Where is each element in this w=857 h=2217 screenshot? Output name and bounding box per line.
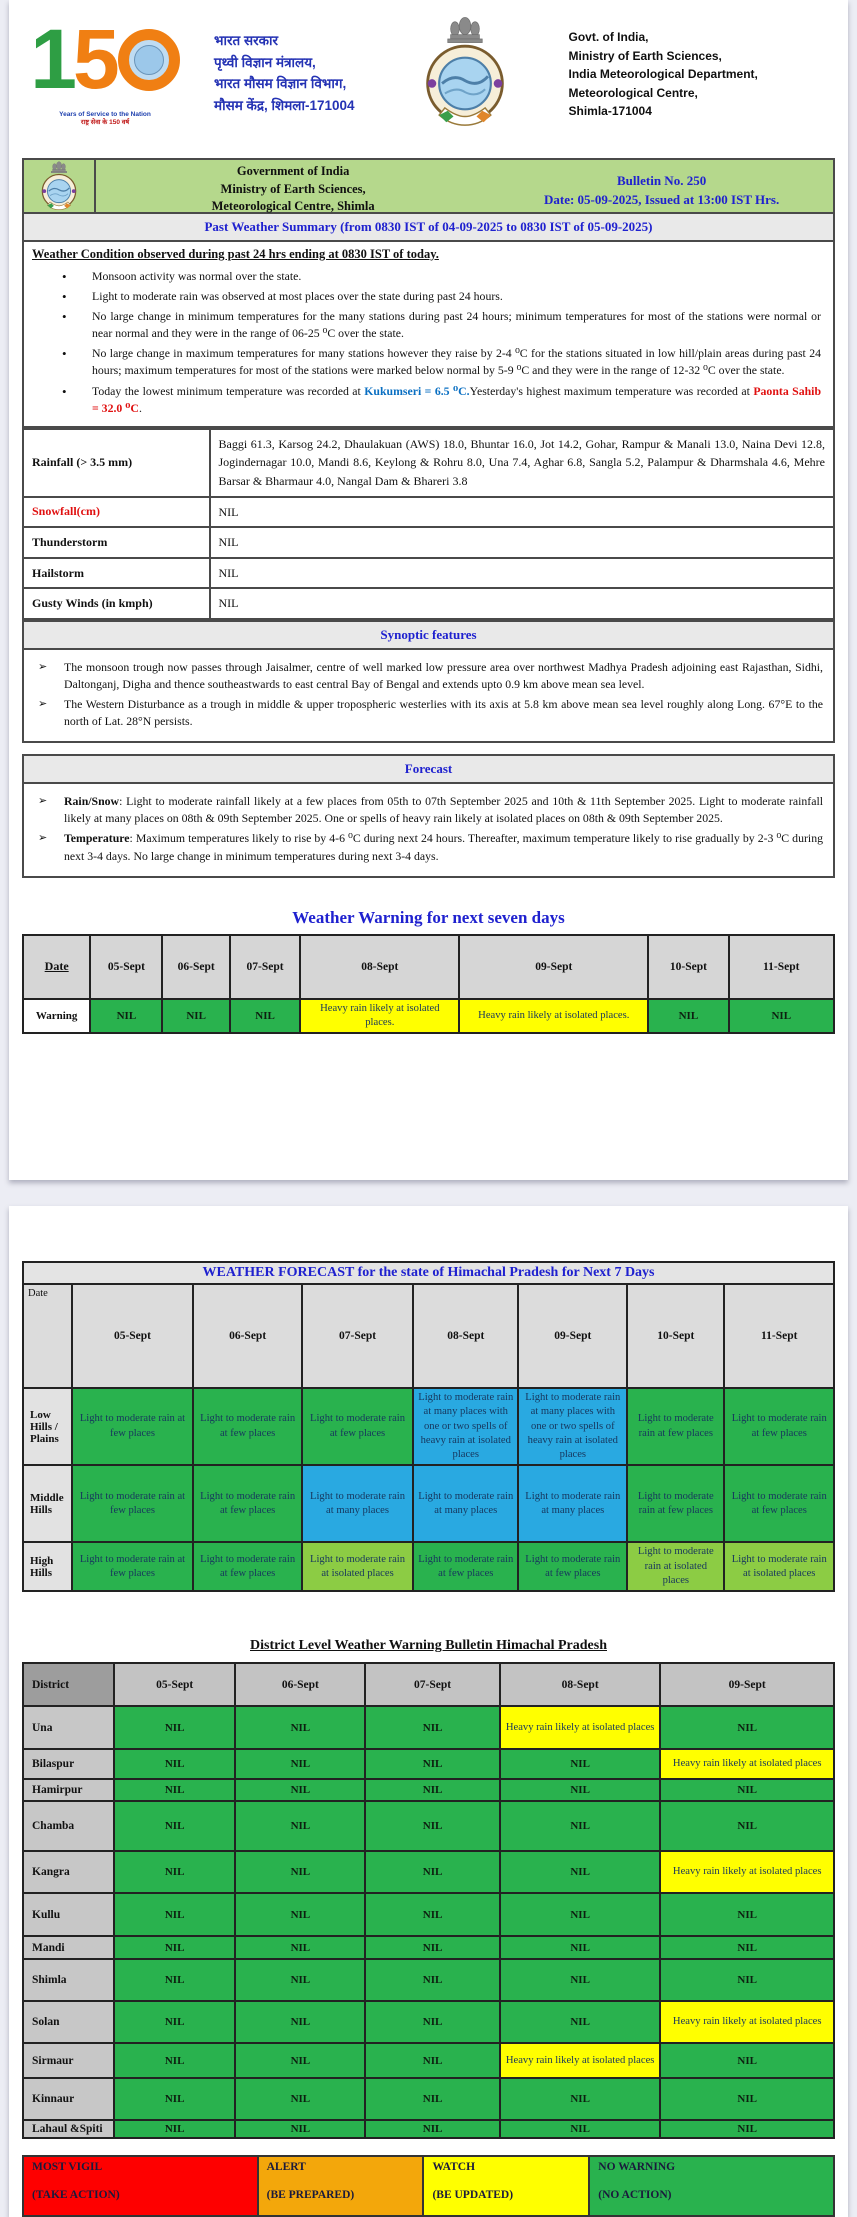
address-line: Govt. of India,: [568, 30, 649, 44]
column-header: 11-Sept: [724, 1284, 834, 1388]
weather-condition-list: [32, 268, 825, 417]
condition-bullet: • No large change in minimum temperatures for the many stations during past 24 hours; minimum temperatures for most of the stations were normal or near normal and they were in the range of 06-25 ⁰C over the state.: [88, 308, 821, 342]
column-header: 07-Sept: [365, 1663, 500, 1706]
observation-value: NIL: [210, 497, 834, 528]
warning-cell: Light to moderate rain at many places with one or two spells of heavy rain at isolated places: [413, 1388, 518, 1465]
issuer-line: Government of India: [236, 164, 350, 178]
table-row: [23, 2120, 834, 2138]
warning-cell: NIL: [235, 1706, 365, 1749]
arrow-bullet: [38, 793, 823, 827]
warning-cell: NIL: [500, 1801, 661, 1851]
bulletin-issuer: [96, 160, 490, 212]
table-row: [23, 1936, 834, 1959]
warning-cell: NIL: [660, 2120, 834, 2138]
warning-cell: NIL: [365, 2120, 500, 2138]
warning-cell: Light to moderate rain at many places: [302, 1465, 413, 1542]
address-line: Ministry of Earth Sciences,: [568, 48, 722, 63]
row-label: Shimla: [23, 1959, 114, 2001]
imd-logo-small: [24, 160, 96, 212]
warning-cell: Light to moderate rain at isolated places: [302, 1542, 413, 1591]
warning-cell: Light to moderate rain at many places: [413, 1465, 518, 1542]
column-header: 11-Sept: [729, 935, 834, 999]
warning-cell: NIL: [114, 2120, 236, 2138]
column-header: 09-Sept: [459, 935, 648, 999]
warning-cell: NIL: [365, 1706, 500, 1749]
bulletin-date: Date: 05-09-2025, Issued at 13:00 IST Hrs.: [543, 191, 780, 207]
data-grid: [22, 1261, 835, 1592]
legend-item: [424, 2157, 590, 2215]
forecast-box: [22, 784, 835, 877]
warning-cell: NIL: [365, 1959, 500, 2001]
warning-cell: Light to moderate rain at few places: [627, 1388, 724, 1465]
warning-cell: NIL: [114, 1893, 236, 1936]
issuer-line: Meteorological Centre, Shimla: [211, 199, 375, 213]
legend-subtitle: (TAKE ACTION): [32, 2189, 120, 2202]
row-label: Bilaspur: [23, 1749, 114, 1779]
warning-cell: NIL: [365, 1749, 500, 1779]
row-label: Solan: [23, 2001, 114, 2043]
warning-cell: NIL: [660, 1779, 834, 1801]
warning-cell: NIL: [660, 1959, 834, 2001]
synoptic-features-box: [22, 650, 835, 743]
warning-cell: Heavy rain likely at isolated places: [500, 2043, 661, 2078]
legend-title: MOST VIGIL: [32, 2161, 103, 2174]
synoptic-features-bar: Synoptic features: [22, 620, 835, 650]
warning-cell: Light to moderate rain at few places: [413, 1542, 518, 1591]
legend-item: [590, 2157, 833, 2215]
masthead: [22, 10, 835, 158]
warning-cell: NIL: [235, 2078, 365, 2120]
arrow-icon: ➢: [38, 795, 48, 808]
table-row: [23, 429, 834, 497]
column-header: 07-Sept: [230, 935, 301, 999]
warning-cell: Heavy rain likely at isolated places.: [300, 999, 459, 1034]
row-label: Middle Hills: [23, 1465, 72, 1542]
text-span: Today the lowest minimum temperature was recorded at: [92, 383, 365, 398]
warning-cell: NIL: [114, 1851, 236, 1893]
warning-cell: NIL: [660, 1706, 834, 1749]
header-row: [23, 935, 834, 999]
logo-digit: 5: [73, 12, 116, 107]
bulletin-page-2: [9, 1206, 848, 2217]
logo-caption-hindi: राष्ट्र सेवा के 150 वर्ष: [80, 119, 130, 127]
column-header: 06-Sept: [235, 1663, 365, 1706]
warning-cell: NIL: [114, 1749, 236, 1779]
bulletin-page-1: [9, 0, 848, 1180]
hindi-line: पृथ्वी विज्ञान मंत्रालय,: [214, 54, 316, 70]
column-header: District: [23, 1663, 114, 1706]
warning-cell: NIL: [500, 1779, 661, 1801]
warning-cell: NIL: [235, 2043, 365, 2078]
warning-cell: Heavy rain likely at isolated places.: [459, 999, 648, 1034]
warning-cell: NIL: [660, 2078, 834, 2120]
hindi-line: मौसम केंद्र, शिमला-171004: [214, 97, 355, 113]
arrow-bullet: [38, 659, 823, 693]
warning-cell: Light to moderate rain at few places: [518, 1542, 627, 1591]
warning-cell: Light to moderate rain at few places: [193, 1388, 302, 1465]
text-span: Yesterday's highest maximum temperature was recorded at: [469, 383, 754, 398]
past-weather-summary-bar: Past Weather Summary (from 0830 IST of 04-09-2025 to 0830 IST of 05-09-2025): [22, 214, 835, 242]
arrow-icon: ➢: [38, 698, 48, 711]
observations-table: [22, 428, 835, 620]
row-label: High Hills: [23, 1542, 72, 1591]
warning-cell: NIL: [660, 1801, 834, 1851]
warning-cell: NIL: [500, 2078, 661, 2120]
column-header: Date: [23, 1284, 72, 1388]
warning-cell: NIL: [235, 1959, 365, 2001]
observation-label: Hailstorm: [23, 558, 210, 589]
warning-cell: NIL: [500, 1959, 661, 2001]
table-row: [23, 1779, 834, 1801]
page-separator: [0, 1180, 857, 1206]
arrow-bullet: [38, 830, 823, 864]
column-header: 08-Sept: [300, 935, 459, 999]
table-row: [23, 2078, 834, 2120]
data-grid: [22, 934, 835, 1035]
table-row: [23, 1388, 834, 1465]
row-label: Kangra: [23, 1851, 114, 1893]
ministry-address-hindi: [214, 30, 355, 116]
warning-cell: NIL: [365, 2043, 500, 2078]
warning-cell: NIL: [235, 1893, 365, 1936]
highest-max-temp: Paonta Sahib = 32.0 ⁰C: [92, 383, 821, 415]
warning-cell: NIL: [235, 1779, 365, 1801]
header-row: [23, 1663, 834, 1706]
condition-bullet: • No large change in maximum temperatures for many stations however they raise by 2-4 ⁰C for the stations situated in low hill/plain areas during past 24 hours; maximum temperatures for most of the stations were marked below normal by 5-9 ⁰C and they were in the range of 12-32 ⁰C over the state.: [88, 345, 821, 379]
district-table-title: District Level Weather Warning Bulletin Himachal Pradesh: [250, 1638, 607, 1654]
condition-bullet: • Monsoon activity was normal over the state.: [88, 268, 821, 285]
column-header: 10-Sept: [627, 1284, 724, 1388]
column-header: 08-Sept: [413, 1284, 518, 1388]
table-row: [23, 1749, 834, 1779]
row-label: Hamirpur: [23, 1779, 114, 1801]
legend-subtitle: (BE UPDATED): [432, 2189, 514, 2202]
observation-value: Baggi 61.3, Karsog 24.2, Dhaulakuan (AWS) 18.0, Bhuntar 16.0, Jot 14.2, Gohar, Rampur & Manali 13.0, Naina Devi 12.8, Jogindernagar 10.0, Mandi 8.6, Keylong & Rohru 8.0, Una 7.4, Aghar 6.8, Sangla 5.2, Palampur & Dharmshala 4.6, Mehre Barsar & Bharmaur 4.0, Nangal Dam & Bhareri 3.8: [210, 429, 834, 497]
warning-cell: NIL: [648, 999, 728, 1034]
warning-cell: NIL: [235, 2120, 365, 2138]
warning-cell: NIL: [365, 2078, 500, 2120]
column-header: 06-Sept: [162, 935, 229, 999]
warning-cell: NIL: [365, 1851, 500, 1893]
district-warning-table: [22, 1662, 835, 2139]
row-label: Low Hills / Plains: [23, 1388, 72, 1465]
warning-cell: Light to moderate rain at isolated places: [627, 1542, 724, 1591]
warning-cell: Light to moderate rain at few places: [193, 1542, 302, 1591]
warning-cell: NIL: [114, 2043, 236, 2078]
arrow-icon: ➢: [38, 660, 48, 673]
warning-cell: NIL: [90, 999, 162, 1034]
table-row: [23, 1801, 834, 1851]
column-header: 05-Sept: [90, 935, 162, 999]
legend-subtitle: (NO ACTION): [598, 2189, 672, 2202]
warning-cell: NIL: [729, 999, 834, 1034]
column-header: 05-Sept: [72, 1284, 194, 1388]
row-label: Mandi: [23, 1936, 114, 1959]
weather-condition-title: Weather Condition observed during past 24 hrs ending at 0830 IST of today.: [32, 247, 439, 261]
warning-cell: NIL: [500, 2001, 661, 2043]
table-row: [23, 1893, 834, 1936]
observation-label: Snowfall(cm): [23, 497, 210, 528]
warning-cell: NIL: [500, 1936, 661, 1959]
row-label: Una: [23, 1706, 114, 1749]
warning-cell: NIL: [114, 1706, 236, 1749]
row-label: Lahaul &Spiti: [23, 2120, 114, 2138]
warning-cell: NIL: [500, 2120, 661, 2138]
table-row: [23, 1706, 834, 1749]
column-header: 05-Sept: [114, 1663, 236, 1706]
warning-cell: NIL: [114, 1801, 236, 1851]
warning-cell: Light to moderate rain at few places: [72, 1388, 194, 1465]
bullet-text: Rain/Snow: Light to moderate rainfall likely at a few places from 05th to 07th September 2025 and 10th & 11th September 2025. Light to moderate rainfall likely at many places on 08th & 09th September 2025. One or spells of heavy rain likely at isolated places on 08th & 09th September 2025.: [64, 794, 823, 826]
warning-cell: NIL: [500, 1749, 661, 1779]
legend-item: [24, 2157, 259, 2215]
column-header: 09-Sept: [660, 1663, 834, 1706]
observation-value: NIL: [210, 558, 834, 589]
ministry-address-english: [569, 28, 758, 121]
warning-cell: NIL: [235, 2001, 365, 2043]
warning-cell: NIL: [235, 1851, 365, 1893]
warning-cell: Light to moderate rain at many places: [518, 1465, 627, 1542]
table-row: [23, 1959, 834, 2001]
warning-cell: NIL: [365, 2001, 500, 2043]
warning-cell: NIL: [500, 1851, 661, 1893]
data-grid: [22, 1662, 835, 2139]
warning-cell: Light to moderate rain at few places: [627, 1465, 724, 1542]
warning-cell: NIL: [114, 1779, 236, 1801]
row-label: Chamba: [23, 1801, 114, 1851]
bullet-text: Temperature: Maximum temperatures likely to rise by 4-6 ⁰C during next 24 hours. Thereafter, maximum temperature likely to rise gradually by 2-3 ⁰C during next 3-4 days. No large change in minimum temperatures during next 3-4 days.: [64, 831, 823, 863]
column-header: Date: [23, 935, 90, 999]
observation-value: NIL: [210, 527, 834, 558]
warning-cell: NIL: [114, 1959, 236, 2001]
forecast-bar: Forecast: [22, 754, 835, 784]
observation-label: Thunderstorm: [23, 527, 210, 558]
warning-cell: NIL: [660, 2043, 834, 2078]
header-row: [23, 1284, 834, 1388]
warning-cell: NIL: [660, 1936, 834, 1959]
table-row: [23, 588, 834, 619]
column-header: 08-Sept: [500, 1663, 661, 1706]
table-title-row: [23, 1262, 834, 1284]
condition-bullet: • Light to moderate rain was observed at most places over the state during past 24 hours.: [88, 288, 821, 305]
warning-cell: NIL: [235, 1936, 365, 1959]
bullet-text: The monsoon trough now passes through Jaisalmer, centre of well marked low pressure area over northwest Madhya Pradesh adjoining east Rajasthan, Sidhi, Daltonganj, Digha and thence southeastwards to east central Bay of Bengal and extends upto 0.9 km above mean sea level.: [64, 659, 823, 691]
column-header: 09-Sept: [518, 1284, 627, 1388]
legend-subtitle: (BE PREPARED): [266, 2189, 355, 2202]
legend-title: ALERT: [266, 2161, 306, 2174]
warning-cell: Heavy rain likely at isolated places: [660, 1851, 834, 1893]
warning-cell: Light to moderate rain at isolated places: [724, 1542, 834, 1591]
text-span: .: [138, 400, 142, 415]
warning-cell: Light to moderate rain at few places: [72, 1542, 194, 1591]
arrow-bullet: [38, 696, 823, 730]
warning-table-title: Weather Warning for next seven days: [292, 907, 565, 927]
bullet-lead: Rain/Snow: [64, 794, 120, 809]
table-row: [23, 2043, 834, 2078]
state-forecast-table: [22, 1261, 835, 1592]
warning-cell: NIL: [114, 2078, 236, 2120]
row-label: Warning: [23, 999, 90, 1034]
table-row: [23, 999, 834, 1034]
warning-cell: Light to moderate rain at few places: [72, 1465, 194, 1542]
legend-title: WATCH: [432, 2161, 476, 2174]
row-label: Kullu: [23, 1893, 114, 1936]
weather-warning-table: [22, 934, 835, 1035]
warning-cell: NIL: [365, 1893, 500, 1936]
legend-title: NO WARNING: [598, 2161, 676, 2174]
row-label: Sirmaur: [23, 2043, 114, 2078]
warning-cell: Heavy rain likely at isolated places: [660, 2001, 834, 2043]
warning-cell: NIL: [365, 1801, 500, 1851]
table-row: [23, 1542, 834, 1591]
warning-cell: Light to moderate rain at few places: [724, 1465, 834, 1542]
observation-value: NIL: [210, 588, 834, 619]
table-row: [23, 558, 834, 589]
lowest-min-temp: Kukumseri = 6.5 ⁰C.: [364, 383, 470, 398]
observation-label: Rainfall (> 3.5 mm): [23, 429, 210, 497]
warning-cell: Light to moderate rain at few places: [724, 1388, 834, 1465]
warning-cell: NIL: [162, 999, 229, 1034]
warning-color-legend: [22, 2155, 835, 2217]
table-row: [23, 2001, 834, 2043]
table-row: [23, 1851, 834, 1893]
warning-cell: NIL: [235, 1749, 365, 1779]
table-row: [23, 1465, 834, 1542]
bulletin-number: Bulletin No. 250: [616, 173, 707, 188]
warning-cell: Light to moderate rain at few places: [302, 1388, 413, 1465]
table-title: WEATHER FORECAST for the state of Himachal Pradesh for Next 7 Days: [23, 1262, 834, 1284]
warning-cell: NIL: [365, 1936, 500, 1959]
logo-globe-icon: [118, 29, 180, 91]
column-header: 10-Sept: [648, 935, 728, 999]
warning-cell: Light to moderate rain at few places: [193, 1465, 302, 1542]
logo-caption: Years of Service to the Nation: [59, 111, 151, 118]
observation-label: Gusty Winds (in kmph): [23, 588, 210, 619]
warning-cell: NIL: [230, 999, 301, 1034]
table-row: [23, 497, 834, 528]
150-years-logo: [30, 14, 180, 128]
row-label: Kinnaur: [23, 2078, 114, 2120]
table-row: [23, 527, 834, 558]
warning-cell: NIL: [114, 2001, 236, 2043]
warning-cell: NIL: [500, 1893, 661, 1936]
logo-digit: 1: [30, 12, 73, 107]
warning-cell: NIL: [365, 1779, 500, 1801]
issuer-line: Ministry of Earth Sciences,: [220, 181, 366, 196]
address-line: Meteorological Centre,: [568, 85, 698, 100]
bullet-lead: Temperature: [64, 831, 130, 846]
warning-cell: Heavy rain likely at isolated places: [500, 1706, 661, 1749]
warning-cell: Light to moderate rain at many places with one or two spells of heavy rain at isolated places: [518, 1388, 627, 1465]
warning-cell: NIL: [235, 1801, 365, 1851]
observations-grid: [22, 428, 835, 620]
hindi-line: भारत सरकार: [214, 33, 278, 48]
warning-cell: NIL: [660, 1893, 834, 1936]
bulletin-header-bar: [22, 158, 835, 214]
address-line: India Meteorological Department,: [568, 67, 758, 82]
column-header: 06-Sept: [193, 1284, 302, 1388]
address-line: Shimla-171004: [568, 104, 652, 119]
arrow-icon: ➢: [38, 832, 48, 845]
imd-logo: [417, 16, 513, 133]
column-header: 07-Sept: [302, 1284, 413, 1388]
condition-bullet-extremes: [88, 383, 821, 417]
hindi-line: भारत मौसम विज्ञान विभाग,: [214, 76, 347, 92]
warning-cell: Heavy rain likely at isolated places: [660, 1749, 834, 1779]
bulletin-number-date: [490, 160, 833, 212]
bullet-text: The Western Disturbance as a trough in middle & upper tropospheric westerlies with its axis at 5.8 km above mean sea level roughly along Long. 67°E to the north of Lat. 28°N persists.: [64, 697, 823, 729]
warning-cell: NIL: [114, 1936, 236, 1959]
legend-item: [259, 2157, 425, 2215]
weather-condition-box: [22, 242, 835, 428]
